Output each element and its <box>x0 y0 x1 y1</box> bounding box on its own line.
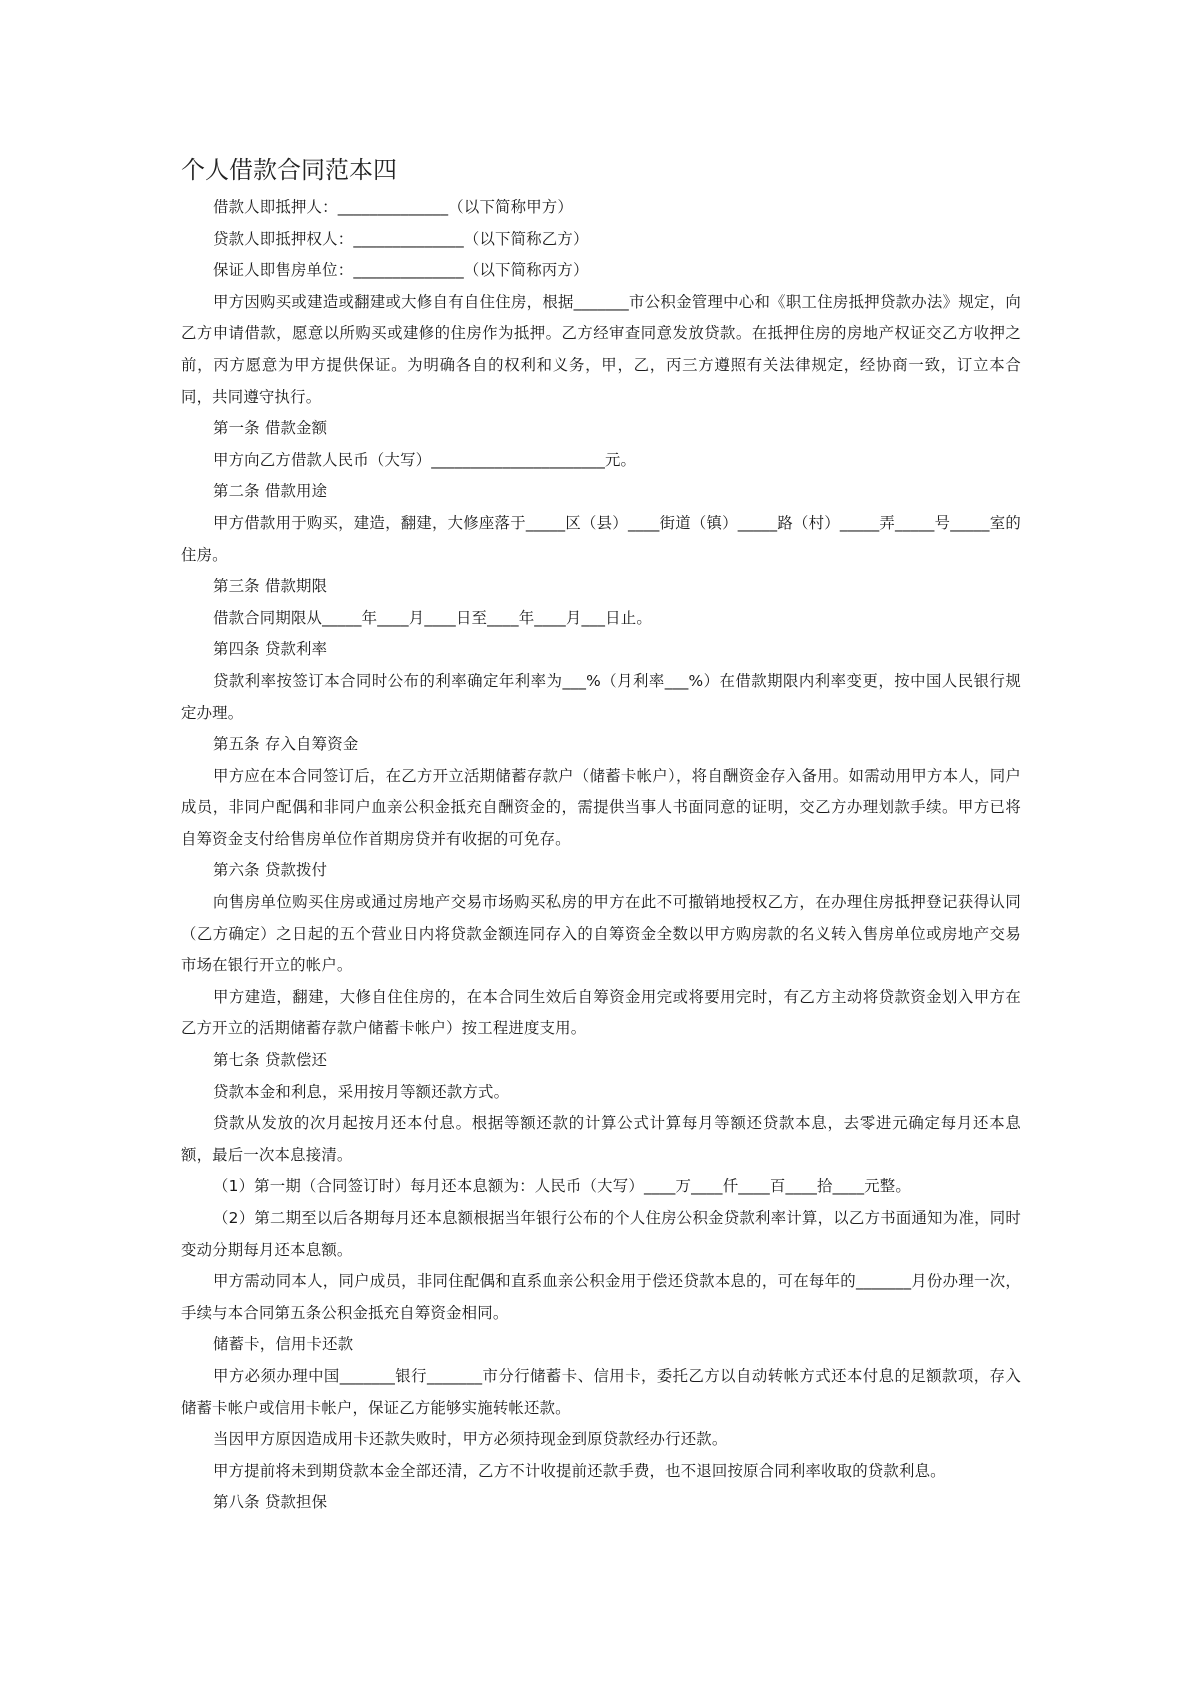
article-7-text-3: 甲方需动同本人，同户成员，非同住配偶和直系血亲公积金用于偿还贷款本息的，可在每年的_______月份办理一次，手续与本合同第五条公积金抵充自筹资金相同。 <box>181 1272 1021 1322</box>
document-title: 个人借款合同范本四 <box>181 156 397 184</box>
article-5-heading: 第五条 存入自筹资金 <box>213 735 359 754</box>
article-1-text: 甲方向乙方借款人民币（大写）______________________元。 <box>213 450 637 469</box>
card-repayment-text-3: 甲方提前将未到期贷款本金全部还清，乙方不计收提前还款手费，也不退回按原合同利率收取的贷款利息。 <box>213 1461 946 1480</box>
article-4-text: 贷款利率按签订本合同时公布的利率确定年利率为___%（月利率___%）在借款期限内利率变更，按中国人民银行规定办理。 <box>181 671 1021 722</box>
article-7-item-1: （1）第一期（合同签订时）每月还本息额为：人民币（大写）____万____仟____百____拾____元整。 <box>213 1177 911 1196</box>
article-7-item-2: （2）第二期至以后各期每月还本息额根据当年银行公布的个人住房公积金贷款利率计算，以乙方书面通知为准，同时变动分期每月还本息额。 <box>181 1209 1021 1259</box>
paragraph-lender: 贷款人即抵押权人：______________（以下简称乙方） <box>213 229 589 248</box>
article-5-text: 甲方应在本合同签订后，在乙方开立活期储蓄存款户（储蓄卡帐户），将自酬资金存入备用。如需动用甲方本人，同户成员，非同户配偶和非同户血亲公积金抵充自酬资金的，需提供当事人书面同意的证明，交乙方办理划款手续。甲方已将自筹资金支付给售房单位作首期房贷并有收据的可免存。 <box>181 766 1021 848</box>
article-6-text-1: 向售房单位购买住房或通过房地产交易市场购买私房的甲方在此不可撤销地授权乙方，在办理住房抵押登记获得认同（乙方确定）之日起的五个营业日内将贷款金额连同存入的自筹资金全数以甲方购房款的名义转入售房单位或房地产交易市场在银行开立的帐户。 <box>181 893 1021 975</box>
article-2-heading: 第二条 借款用途 <box>213 482 328 501</box>
article-3-text: 借款合同期限从_____年____月____日至____年____月___日止。 <box>213 608 652 627</box>
article-7-text-2: 贷款从发放的次月起按月还本付息。根据等额还款的计算公式计算每月等额还贷款本息，去零进元确定每月还本息额，最后一次本息接清。 <box>181 1114 1021 1164</box>
article-1-heading: 第一条 借款金额 <box>213 419 328 438</box>
article-7-text-1: 贷款本金和利息，采用按月等额还款方式。 <box>213 1082 510 1101</box>
article-6-heading: 第六条 贷款拨付 <box>213 861 328 880</box>
paragraph-borrower: 借款人即抵押人：______________（以下简称甲方） <box>213 198 573 216</box>
paragraph-preamble: 甲方因购买或建造或翻建或大修自有自住住房，根据_______市公积金管理中心和《职工住房抵押贷款办法》规定，向乙方申请借款，愿意以所购买或建修的住房作为抵押。乙方经审查同意发放贷款。在抵押住房的房地产权证交乙方收押之前，丙方愿意为甲方提供保证。为明确各自的权利和义务，甲，乙，丙三方遵照有关法律规定，经协商一致，订立本合同，共同遵守执行。 <box>181 292 1021 406</box>
document-body <box>181 150 1021 1519</box>
article-8-heading: 第八条 贷款担保 <box>213 1493 328 1512</box>
article-7-heading: 第七条 贷款偿还 <box>213 1051 328 1070</box>
paragraph-guarantor: 保证人即售房单位：______________（以下简称丙方） <box>213 261 589 280</box>
article-6-text-2: 甲方建造，翻建，大修自住住房的，在本合同生效后自筹资金用完或将要用完时，有乙方主动将贷款资金划入甲方在乙方开立的活期储蓄存款户储蓄卡帐户）按工程进度支用。 <box>181 987 1021 1038</box>
card-repayment-heading: 储蓄卡，信用卡还款 <box>213 1335 354 1354</box>
card-repayment-text-2: 当因甲方原因造成用卡还款失败时，甲方必须持现金到原贷款经办行还款。 <box>213 1430 728 1449</box>
article-4-heading: 第四条 贷款利率 <box>213 640 328 659</box>
article-3-heading: 第三条 借款期限 <box>213 577 328 596</box>
article-2-text: 甲方借款用于购买，建造，翻建，大修座落于_____区（县）____街道（镇）_____路（村）_____弄_____号_____室的住房。 <box>181 513 1021 564</box>
card-repayment-text-1: 甲方必须办理中国_______银行_______市分行储蓄卡、信用卡，委托乙方以自动转帐方式还本付息的足额款项，存入储蓄卡帐户或信用卡帐户，保证乙方能够实施转帐还款。 <box>181 1366 1021 1417</box>
